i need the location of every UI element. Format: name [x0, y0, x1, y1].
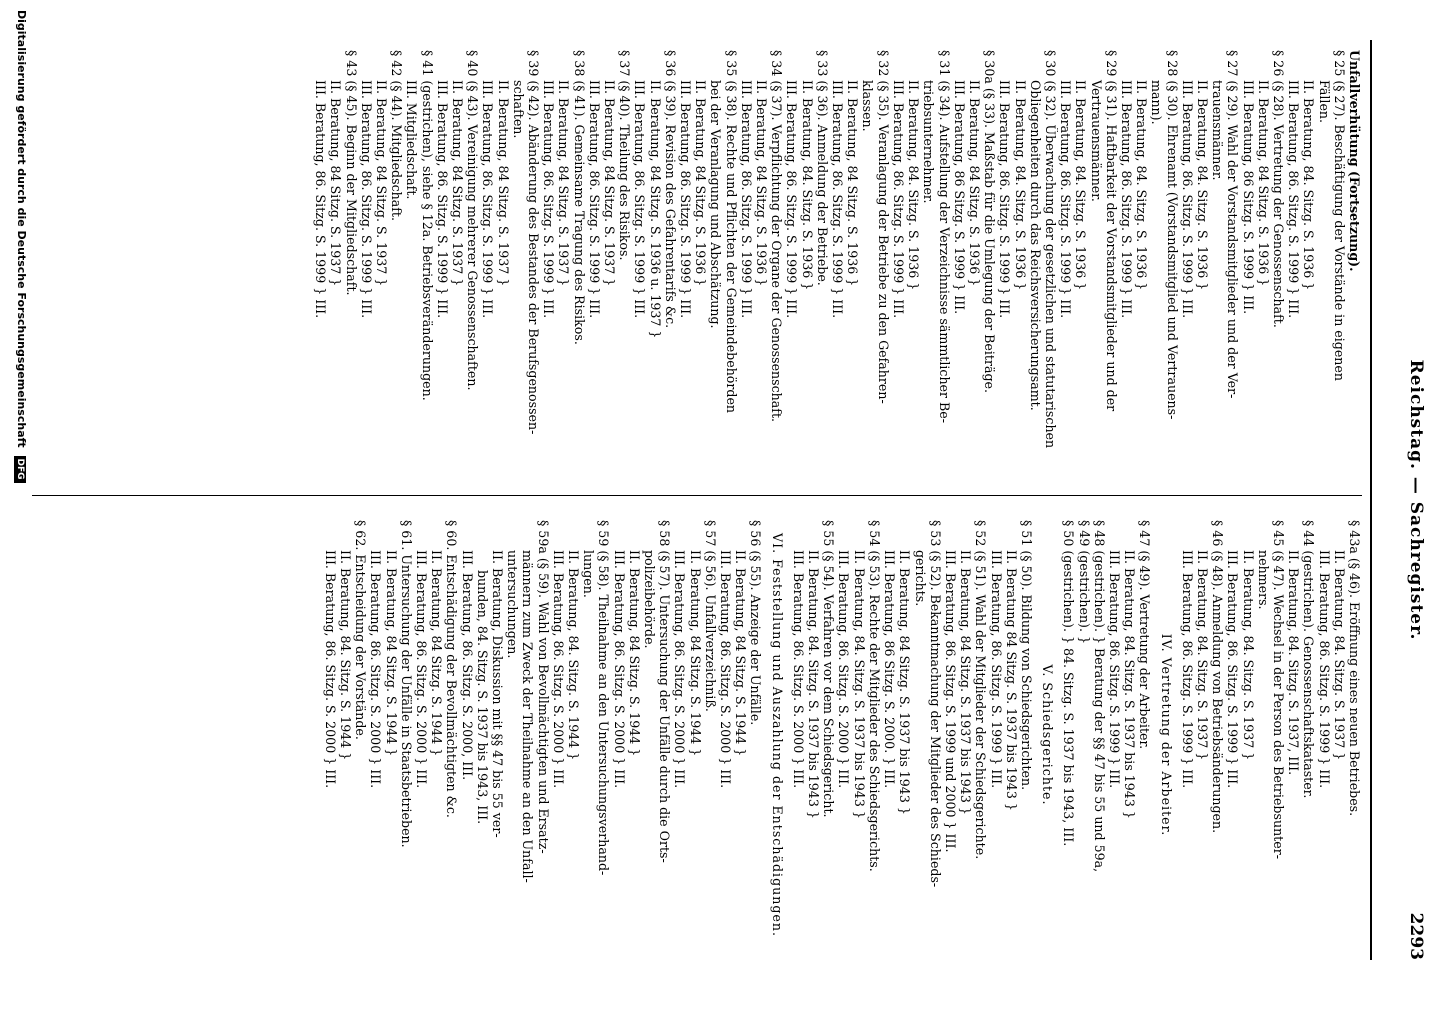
left-column-line: Vertrauensmänner. — [1088, 80, 1104, 202]
right-column-line: III. Beratung, 86. Sitzg. S. 2000 } III. — [322, 550, 338, 789]
left-column-line: § 28 (§ 30). Ehrenamt (Vorstandsmitglied und Vertrauens- — [1164, 50, 1180, 420]
right-column-line: II. Beratung 84 Sitzg. S. 1937 bis 1943 } — [1003, 550, 1019, 811]
right-column-line: § 61. Untersuchung der Unfälle in Staatsbetrieben. — [398, 520, 414, 848]
left-column-line: trauensmänner. — [1210, 80, 1226, 181]
left-column-line: III. Beratung, 86. Sitzg. S. 1999 } III. — [784, 80, 800, 319]
right-column-line: lungen. — [581, 550, 597, 598]
left-column-line: § 30a (§ 33). Maßstab für die Umlegung der Beiträge. — [982, 50, 998, 394]
right-column-line: III. Beratung, 86. Sitzg. S. 1999 } III. — [1106, 550, 1122, 789]
right-column-line: II. Beratung, 84 Sitzg. S. 1944 } — [626, 550, 642, 757]
right-column-line: II. Beratung, 84. Sitzg. S. 1937 bis 1943 } — [851, 550, 867, 819]
right-column-line: III. Beratung, 86. Sitzg. S. 2000 } III. — [611, 550, 627, 789]
left-column-line: III. Beratung, 86. Sitzg. S. 1999 } III. — [1286, 80, 1302, 319]
left-column-line: Fällen. — [1316, 80, 1332, 124]
left-column-line: triebsunternehmer. — [921, 80, 937, 204]
header-rule — [1370, 40, 1372, 960]
left-column-line: II. Beratung, 84 Sitzg. S. 1936 } — [754, 80, 770, 287]
right-column-line: IV. Vertretung der Arbeiter. — [1158, 633, 1174, 837]
left-column-line: § 43 (§ 45). Beginn der Mitgliedschaft. — [343, 50, 359, 296]
left-column-line: III. Beratung, 86. Sitzg. S. 1999 } III. — [997, 80, 1013, 319]
right-column-line: § 56 (§ 55). Anzeige der Unfälle. — [748, 520, 764, 726]
right-column-line: III. Beratung, 86. Sitzg. S. 1999 } III. — [1316, 550, 1332, 789]
left-column-line: III. Beratung, 86. Sitzg. S. 1999 } III. — [358, 80, 374, 319]
left-column-line: III. Beratung, 86. Sitzg. S. 1999 } III. — [434, 80, 450, 319]
right-column-line: III. Beratung, 86. Sitzg. S. 2000, III. — [459, 550, 475, 781]
left-column-line: § 32 (§ 35). Veranlagung der Betriebe zu den Gefahren- — [875, 50, 891, 404]
left-column-line: § 30 (§ 32). Überwachung der gesetzlichen und statutarischen — [1042, 50, 1058, 449]
left-column-line: § 41 (gestrichen), siehe § 12a. Betriebsveränderungen. — [419, 50, 435, 401]
right-column-line: nehmers. — [1255, 550, 1271, 610]
left-column-line: § 26 (§ 28). Vertretung der Genossenschaft. — [1270, 50, 1286, 328]
left-column-line: § 27 (§ 29). Wahl der Vorstandsmitglieder und der Ver- — [1225, 50, 1241, 399]
left-column-line: klassen. — [860, 80, 876, 132]
right-column-line: § 62. Entscheidung der Vorstände. — [353, 520, 369, 740]
left-column-line: III. Beratung, 86. Sitzg. S. 1999 } III. — [480, 80, 496, 319]
right-column-line: II. Beratung, Diskussion mit §§ 47 bis 55 ver- — [490, 550, 506, 838]
right-column-line: II. Beratung, 84 Sitzg. S. 1937 bis 1943 } — [958, 550, 974, 815]
right-column-line: III. Beratung, 86. Sitzg. S. 1999 und 2000 } III. — [942, 550, 958, 853]
right-column-line: III. Beratung, 86. Sitzg. S. 1999 } III. — [988, 550, 1004, 789]
left-column-line: II. Beratung, 84 Sitzg. S. 1937 } — [328, 80, 344, 287]
left-column-line: § 33 (§ 36). Anmeldung der Betriebe. — [814, 50, 830, 286]
column-divider — [32, 495, 1362, 496]
right-column-line: § 47 (§ 49). Vertretung der Arbeiter. — [1137, 520, 1153, 750]
page-title: Reichstag. — Sachregister. — [1406, 359, 1426, 641]
left-column-line: II. Beratung, 84. Sitzg. S. 1936 } — [906, 80, 922, 291]
right-column-line: III. Beratung, 86. Sitzg. S. 2000 } III. — [718, 550, 734, 789]
left-column-line: § 38 (§ 41). Gemeinsame Tragung des Risikos. — [571, 50, 587, 345]
right-column-line: § 49 (gestrichen). } — [1076, 520, 1092, 644]
left-column-line: III. Beratung, 86. Sitzg. S. 1999 } III. — [541, 80, 557, 319]
right-column-line: § 45 (§ 47). Wechsel in der Person des Betriebsunter- — [1270, 520, 1286, 859]
left-column-line: II. Beratung, 84 Sitzg. S. 1937 } — [495, 80, 511, 287]
right-column-line: II. Beratung, 84. Sitzg. S. 1937, III. — [1286, 550, 1302, 776]
right-column-line: § 46 (§ 48). Anmeldung von Betriebsänderungen. — [1210, 520, 1226, 834]
right-column-line: § 44 (gestrichen). Genossenschaftskataster. — [1301, 520, 1317, 799]
left-column-line: mann). — [1149, 80, 1165, 125]
digitization-footer — [14, 0, 28, 1010]
left-column-line: II. Beratung, 84 Sitzg. S. 1936 } — [966, 80, 982, 287]
right-column-line: § 48 (gestrichen). } Beratung der §§ 47 bis 55 und 59a, — [1091, 520, 1107, 873]
left-column-line: § 25 (§ 27). Beschäftigung der Vorstände in eigenen — [1331, 50, 1347, 381]
right-column-line: V. Schiedsgerichte. — [1040, 664, 1056, 806]
right-column-line: II. Beratung, 84. Sitzg. S. 1937 } — [1240, 550, 1256, 761]
right-column-line: III. Beratung, 86. Sitzg. S. 2000 } III. — [836, 550, 852, 789]
left-column-line: III. Beratung, 86. Sitzg. S. 1999 } III. — [830, 80, 846, 319]
left-column-line: III. Beratung, 86. Sitzg. S. 1999 } III. — [738, 80, 754, 319]
right-column-line: polizeibehörde. — [642, 550, 658, 649]
left-column-line: § 36 (§ 39). Revision des Gefahrentarifs &c. — [662, 50, 678, 329]
left-column-line: II. Beratung, 84 Sitzg. S. 1937 } — [556, 80, 572, 287]
left-column-line: § 29 (§ 31). Haftbarkeit der Vorstandsmitglieder und der — [1103, 50, 1119, 412]
left-column-line: § 37 (§ 40). Theilung des Risikos. — [617, 50, 633, 261]
right-column-line: gerichts. — [912, 550, 928, 607]
right-column-line: § 55 (§ 54). Verfahren vor dem Schiedsgericht. — [821, 520, 837, 818]
right-column-line: II. Beratung, 84. Sitzg. S. 1944 } — [338, 550, 353, 761]
right-column-line: III. Beratung, 86. Sitzg. S. 2000 } III. — [414, 550, 430, 789]
right-column-line: bunden, 84. Sitzg. S. 1937 bis 1943, III. — [474, 570, 490, 825]
right-column-line: § 53 (§ 52). Bekanntmachung der Mitglieder des Schieds- — [927, 520, 943, 888]
right-column-line: II. Beratung, 84 Sitzg. S. 1944 } — [429, 550, 445, 757]
right-column-line: III. Beratung, 86. Sitzg. S. 2000 } III. — [790, 550, 806, 789]
left-column-line: III. Beratung, 86. Sitzg. S. 1999 } III. — [632, 80, 648, 319]
left-column-line: III. Beratung, 86 Sitzg. S. 1999 } III. — [1240, 80, 1256, 315]
left-column-line: II. Beratung, 84 Sitzg. S. 1937 } — [374, 80, 389, 287]
left-column-line: III. Beratung, 86. Sitzg. S. 1999 } III. — [586, 80, 602, 319]
right-column-line: III. Beratung, 86. Sitzg. S. 1999 } III. — [1179, 550, 1195, 789]
right-column-line: II. Beratung, 84. Sitzg. S. 1944 } — [566, 550, 582, 761]
left-column-line: § 40 (§ 43). Vereinigung mehrerer Genossenschaften. — [465, 50, 481, 391]
right-column-line: II. Beratung, 84 Sitzg. S. 1944 } — [383, 550, 399, 757]
right-column-line: II. Beratung, 84 Sitzg. S. 1944 } — [687, 550, 703, 757]
left-column-line: II. Beratung, 84 Sitzg. S. 1936 } — [1255, 80, 1271, 287]
left-column-line: II. Beratung, 84 Sitzg. S. 1937 } — [450, 80, 466, 287]
left-column-line: III. Beratung, 86 Sitzg. S. 1999 } III. — [951, 80, 967, 315]
right-column-line: § 54 (§ 53). Rechte der Mitglieder des Schiedsgerichts. — [866, 520, 882, 872]
left-column-line: II. Beratung, 84 Sitzg. S. 1936 } — [693, 80, 709, 287]
left-column-line: III. Beratung, 86. Sitzg. S. 1999 } III. — [1058, 80, 1074, 319]
right-column-line: II. Beratung, 84 Sitzg. S. 1944 } — [733, 550, 749, 757]
right-column-line: III. Beratung, 86. Sitzg. S. 2000 } III. — [550, 550, 566, 789]
right-column-line: § 57 (§ 56). Unfallverzeichniß. — [702, 520, 718, 712]
right-column-line: III. Beratung, 86. Sitzg. S. 1999 } III. — [1225, 550, 1241, 789]
right-column-line: § 51 (§ 50). Bildung von Schiedsgerichten. — [1018, 520, 1034, 791]
left-column-line: § 31 (§ 34). Aufstellung der Verzeichnisse sämmtlicher Be- — [936, 50, 952, 423]
left-column-line: II. Beratung, 84. Sitzg. S. 1936 } — [1012, 80, 1028, 291]
right-column-line: II. Beratung, 84 Sitzg. S. 1937 bis 1943 } — [897, 550, 913, 815]
right-column-line: § 60. Entschädigung der Bevollmächtigten &c. — [444, 520, 460, 818]
left-column-line: § 39 (§ 42). Abänderung des Bestandes der Berufsgenossen- — [526, 50, 542, 435]
right-column-line: II. Beratung, 84. Sitzg. S. 1937 } — [1331, 550, 1347, 761]
left-column-line: II. Beratung, 84. Sitzg. S. 1936 } — [1194, 80, 1210, 291]
left-column-line: II. Beratung, 84 Sitzg. S. 1936 } — [845, 80, 861, 287]
left-column-line: III. Beratung, 86. Sitzg. S. 1999 } III. — [1179, 80, 1195, 319]
right-column-line: VI. Feststellung und Auszahlung der Entschädigungen. — [769, 533, 785, 937]
dfg-logo: DFG — [14, 456, 26, 483]
right-column-line: § 50 (gestrichen). } 84. Sitzg. S. 1937 bis 1943, III. — [1061, 520, 1077, 847]
footer-text: Digitalisierung gefördert durch die Deutsche Forschungsgemeinschaft — [15, 10, 28, 448]
running-head — [1386, 40, 1426, 960]
page-number: 2293 — [1406, 912, 1426, 960]
left-column-line: § 34 (§ 37). Verpflichtung der Organe der Genossenschaft. — [769, 50, 785, 423]
right-column-line: III. Beratung, 86. Sitzg. S. 2000 } III. — [672, 550, 688, 789]
left-column-line: Unfallverhütung (Fortsetzung). — [1347, 50, 1362, 272]
left-column-line: III. Mitgliedschaft. — [404, 80, 420, 200]
left-column-line: bei der Veranlagung und Abschätzung. — [708, 80, 724, 329]
left-column-line: § 42 (§ 44). Mitgliedschaft. — [389, 50, 405, 221]
right-column — [323, 520, 1362, 950]
left-column-line: § 35 (§ 38). Rechte und Pflichten der Gemeindebehörden — [723, 50, 739, 414]
left-column-line: III. Beratung, 86. Sitzg. S. 1999 } III. — [1118, 80, 1134, 319]
left-column-line: II. Beratung, 84 Sitzg. S. 1936 u. 1937 } — [647, 80, 663, 339]
left-column-line: II. Beratung, 84. Sitzg. S. 1936 } — [1073, 80, 1089, 291]
left-column — [313, 50, 1362, 480]
right-column-line: untersuchungen. — [505, 550, 521, 659]
right-column-line: III. Beratung, 86 Sitzg. S. 2000. } III. — [882, 550, 898, 789]
left-column-line: III. Beratung, 86. Sitzg. S. 1999 } III. — [313, 80, 329, 319]
left-column-line: schaften. — [510, 80, 526, 139]
left-column-line: II. Beratung, 84. Sitzg. S. 1936 } — [799, 80, 815, 291]
right-column-line: § 43a (§ 46). Eröffnung eines neuen Betriebes. — [1347, 520, 1362, 817]
right-column-line: III. Beratung, 86. Sitzg. S. 2000 } III. — [368, 550, 384, 789]
right-column-line: II. Beratung, 84. Sitzg. S. 1937 bis 1943 } — [806, 550, 822, 819]
right-column-line: II. Beratung, 84. Sitzg. S. 1937 bis 1943 } — [1122, 550, 1138, 819]
right-column-line: § 58 (§ 57). Untersuchung der Unfälle durch die Orts- — [657, 520, 673, 863]
left-column-line: II. Beratung, 84. Sitzg. S. 1936 } — [1134, 80, 1150, 291]
right-column-line: § 59a (§ 59). Wahl von Bevollmächtigten und Ersatz- — [535, 520, 551, 854]
left-column-line: III. Beratung, 86. Sitzg. S. 1999 } III. — [678, 80, 694, 319]
right-column-line: § 59 (§ 58). Theilnahme an den Untersuchungsverhand- — [596, 520, 612, 876]
right-column-line: § 52 (§ 51). Wahl der Mitglieder der Schiedsgerichte. — [973, 520, 989, 860]
right-column-line: II. Beratung, 84. Sitzg. S. 1937 } — [1194, 550, 1210, 761]
left-column-line: II. Beratung, 84 Sitzg. S. 1937 } — [602, 80, 618, 287]
right-column-line: männern zum Zweck der Theilnahme an den Unfall- — [520, 550, 536, 883]
left-column-line: III. Beratung, 86. Sitzg. S. 1999 } III. — [890, 80, 906, 319]
left-column-line: II. Beratung, 84. Sitzg. S. 1936 } — [1301, 80, 1317, 291]
left-column-line: Obliegenheiten durch das Reichsversicherungsamt. — [1027, 80, 1043, 411]
